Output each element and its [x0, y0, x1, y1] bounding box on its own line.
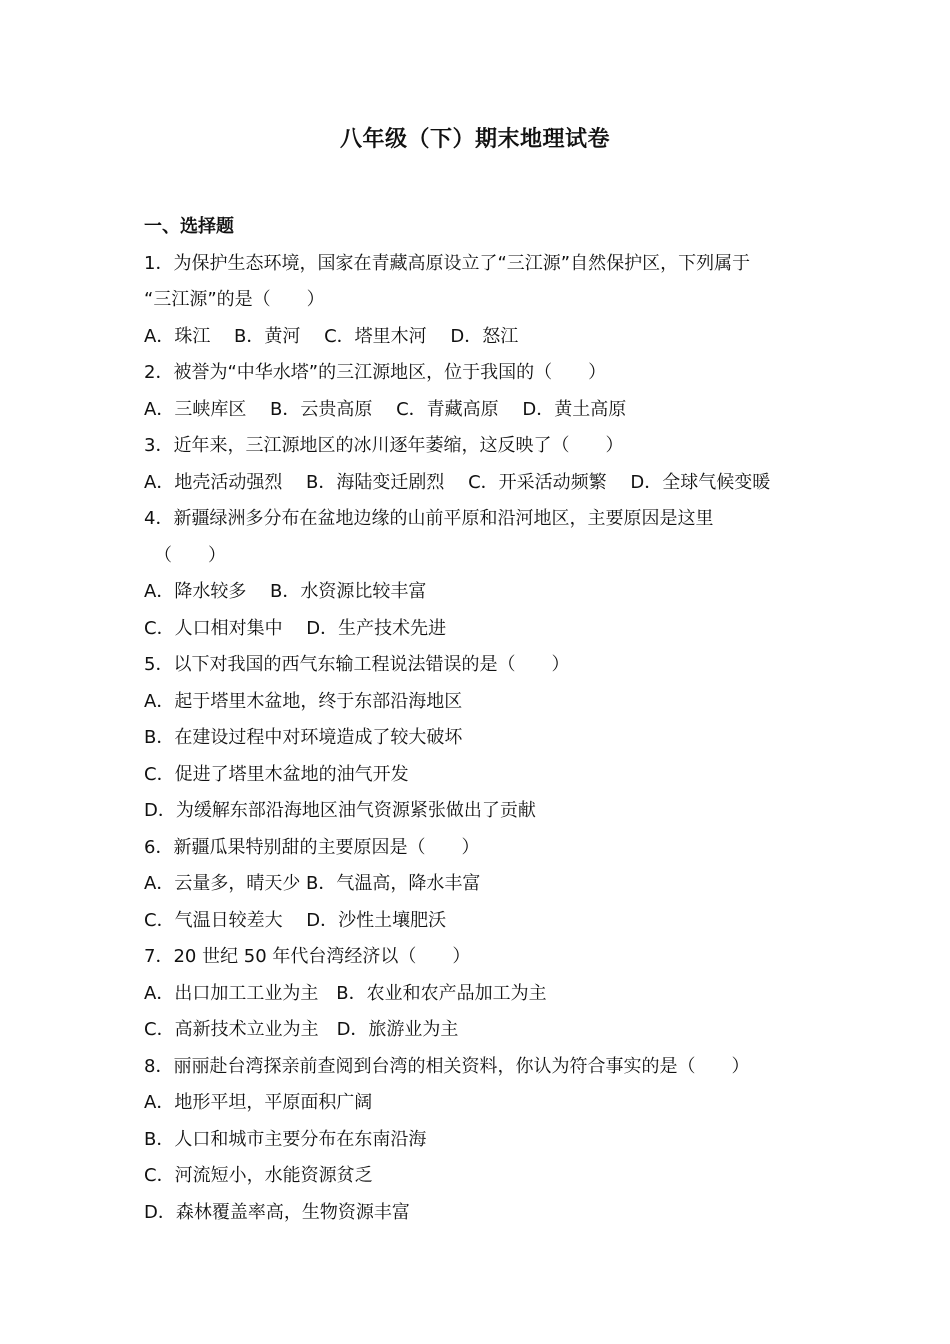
question-7-stem: 7．20 世纪 50 年代台湾经济以（ ）: [144, 946, 471, 967]
question-1-stem: 1．为保护生态环境，国家在青藏高原设立了“三江源”自然保护区，下列属于: [144, 252, 751, 274]
question-5-option-b: B．在建设过程中对环境造成了较大破坏: [144, 727, 463, 748]
question-2-stem: 2．被誉为“中华水塔”的三江源地区，位于我国的（ ）: [144, 362, 607, 383]
question-5-option-a: A．起于塔里木盆地，终于东部沿海地区: [144, 690, 463, 712]
question-7-options-cd: C．高新技术立业为主 D．旅游业为主: [144, 1019, 459, 1040]
question-1-stem-cont: “三江源”的是（ ）: [144, 289, 325, 310]
question-6-stem: 6．新疆瓜果特别甜的主要原因是（ ）: [144, 836, 480, 858]
question-5-stem: 5．以下对我国的西气东输工程说法错误的是（ ）: [144, 654, 570, 675]
question-4-options-cd: C．人口相对集中 D．生产技术先进: [144, 617, 447, 639]
question-4-stem: 4．新疆绿洲多分布在盆地边缘的山前平原和沿河地区，主要原因是这里: [144, 508, 714, 529]
page-title: 八年级（下）期末地理试卷: [339, 127, 610, 152]
question-8-option-d: D．森林覆盖率高，生物资源丰富: [144, 1201, 410, 1223]
question-3-options: A．地壳活动强烈 B．海陆变迁剧烈 C．开采活动频繁 D．全球气候变暖: [144, 471, 771, 493]
question-3-stem: 3．近年来，三江源地区的冰川逐年萎缩，这反映了（ ）: [144, 435, 624, 456]
question-6-options-cd: C．气温日较差大 D．沙性土壤肥沃: [144, 909, 447, 931]
question-8-stem: 8．丽丽赴台湾探亲前查阅到台湾的相关资料，你认为符合事实的是（ ）: [144, 1055, 750, 1077]
question-4-options-ab: A．降水较多 B．水资源比较丰富: [144, 581, 427, 602]
question-4-stem-cont: （ ）: [154, 544, 226, 566]
question-6-options-ab: A．云量多，晴天少 B．气温高，降水丰富: [144, 873, 481, 894]
question-5-option-d: D．为缓解东部沿海地区油气资源紧张做出了贡献: [144, 800, 536, 821]
question-8-option-a: A．地形平坦，平原面积广阔: [144, 1092, 373, 1113]
question-8-option-c: C．河流短小，水能资源贫乏: [144, 1165, 373, 1186]
question-1-options: A．珠江 B．黄河 C．塔里木河 D．怒江: [144, 325, 519, 347]
section-heading: 一、选择题: [144, 216, 234, 237]
question-7-options-ab: A．出口加工工业为主 B．农业和农产品加工为主: [144, 982, 547, 1004]
question-list: [144, 212, 814, 1234]
question-2-options: A．三峡库区 B．云贵高原 C．青藏高原 D．黄土高原: [144, 398, 627, 420]
question-5-option-c: C．促进了塔里木盆地的油气开发: [144, 763, 409, 785]
question-8-option-b: B．人口和城市主要分布在东南沿海: [144, 1128, 427, 1150]
